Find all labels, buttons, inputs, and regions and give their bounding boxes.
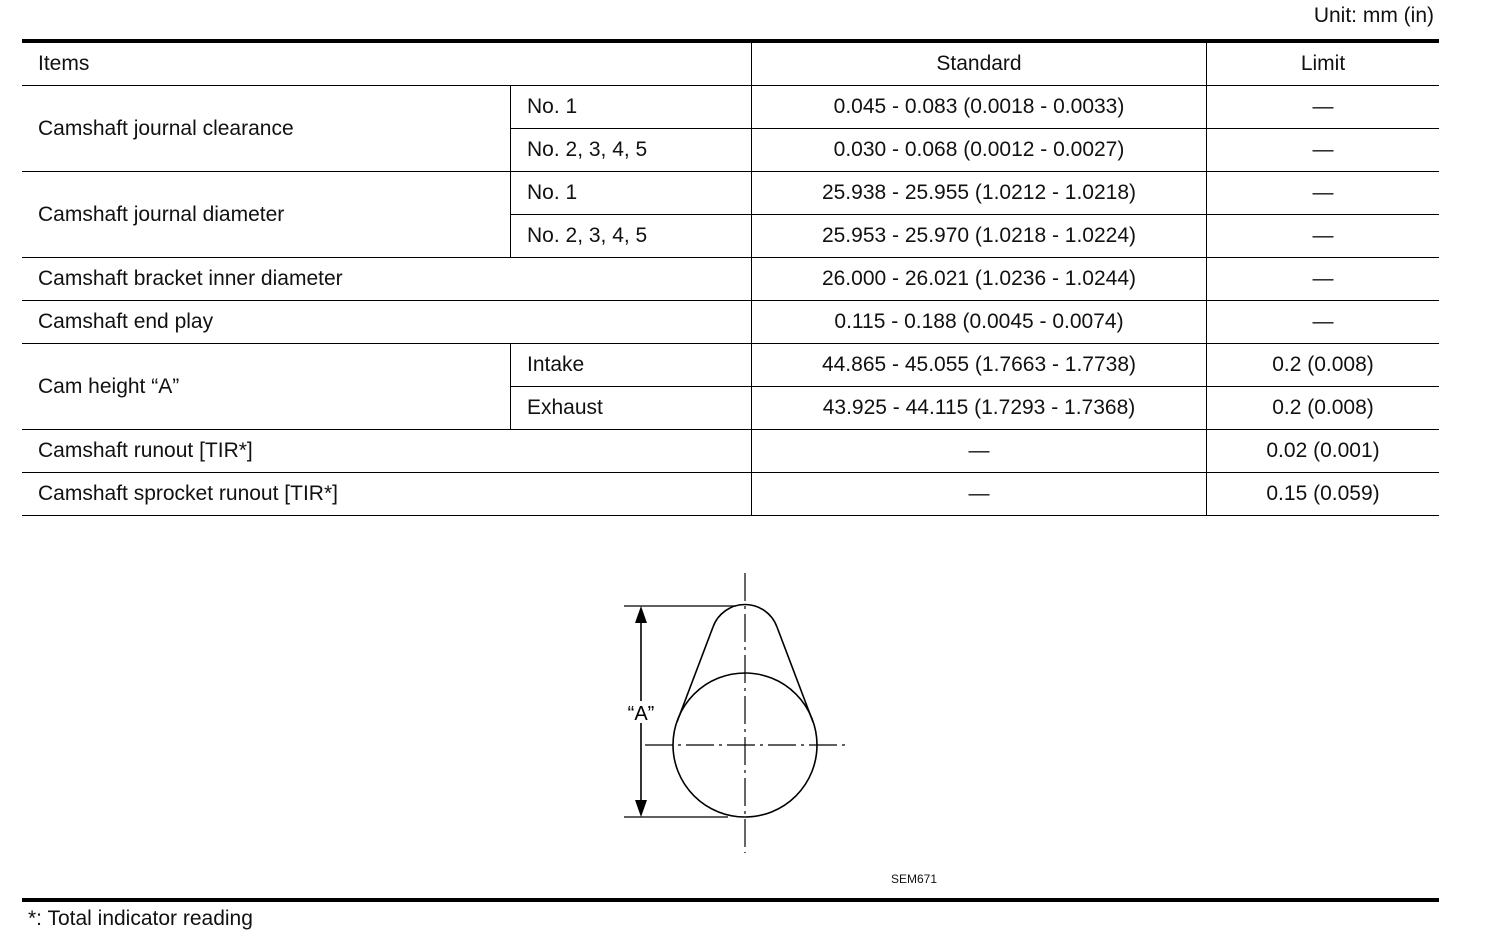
limit-value: 0.02 (0.001) bbox=[1207, 430, 1440, 473]
row-sub-label: No. 1 bbox=[511, 86, 752, 129]
header-limit: Limit bbox=[1207, 41, 1440, 86]
table-header-row bbox=[22, 41, 1439, 86]
row-item-label: Camshaft sprocket runout [TIR*] bbox=[22, 473, 752, 516]
table-row bbox=[22, 344, 1439, 387]
limit-value: 0.2 (0.008) bbox=[1207, 344, 1440, 387]
limit-value: — bbox=[1207, 301, 1440, 344]
header-items: Items bbox=[22, 41, 752, 86]
limit-value: 0.15 (0.059) bbox=[1207, 473, 1440, 516]
figure-code: SEM671 bbox=[891, 872, 938, 886]
standard-value: 43.925 - 44.115 (1.7293 - 1.7368) bbox=[752, 387, 1207, 430]
limit-value: — bbox=[1207, 129, 1440, 172]
divider bbox=[22, 898, 1439, 902]
standard-value: 0.045 - 0.083 (0.0018 - 0.0033) bbox=[752, 86, 1207, 129]
row-item-label: Camshaft journal diameter bbox=[22, 172, 511, 258]
row-item-label: Camshaft journal clearance bbox=[22, 86, 511, 172]
limit-value: — bbox=[1207, 215, 1440, 258]
row-sub-label: Intake bbox=[511, 344, 752, 387]
standard-value: — bbox=[752, 430, 1207, 473]
row-item-label: Cam height “A” bbox=[22, 344, 511, 430]
standard-value: 44.865 - 45.055 (1.7663 - 1.7738) bbox=[752, 344, 1207, 387]
cam-lobe-right-flank bbox=[777, 627, 813, 722]
limit-value: — bbox=[1207, 172, 1440, 215]
cam-height-diagram bbox=[600, 565, 860, 865]
table-row bbox=[22, 301, 1439, 344]
standard-value: 25.938 - 25.955 (1.0212 - 1.0218) bbox=[752, 172, 1207, 215]
row-sub-label: No. 2, 3, 4, 5 bbox=[511, 215, 752, 258]
footnote: *: Total indicator reading bbox=[28, 907, 253, 930]
table-row bbox=[22, 473, 1439, 516]
table-row bbox=[22, 172, 1439, 215]
standard-value: 26.000 - 26.021 (1.0236 - 1.0244) bbox=[752, 258, 1207, 301]
cam-lobe-left-flank bbox=[677, 627, 713, 722]
row-sub-label: No. 2, 3, 4, 5 bbox=[511, 129, 752, 172]
row-item-label: Camshaft runout [TIR*] bbox=[22, 430, 752, 473]
standard-value: 0.115 - 0.188 (0.0045 - 0.0074) bbox=[752, 301, 1207, 344]
camshaft-spec-table bbox=[22, 39, 1439, 516]
table-row bbox=[22, 258, 1439, 301]
standard-value: 0.030 - 0.068 (0.0012 - 0.0027) bbox=[752, 129, 1207, 172]
limit-value: — bbox=[1207, 258, 1440, 301]
standard-value: 25.953 - 25.970 (1.0218 - 1.0224) bbox=[752, 215, 1207, 258]
header-standard: Standard bbox=[752, 41, 1207, 86]
center-lines bbox=[645, 573, 848, 853]
table-row bbox=[22, 86, 1439, 129]
limit-value: 0.2 (0.008) bbox=[1207, 387, 1440, 430]
table-row bbox=[22, 430, 1439, 473]
unit-label: Unit: mm (in) bbox=[1313, 4, 1434, 27]
dimension-label: “A” bbox=[627, 703, 655, 725]
row-sub-label: No. 1 bbox=[511, 172, 752, 215]
row-item-label: Camshaft bracket inner diameter bbox=[22, 258, 752, 301]
row-item-label: Camshaft end play bbox=[22, 301, 752, 344]
limit-value: — bbox=[1207, 86, 1440, 129]
row-sub-label: Exhaust bbox=[511, 387, 752, 430]
standard-value: — bbox=[752, 473, 1207, 516]
